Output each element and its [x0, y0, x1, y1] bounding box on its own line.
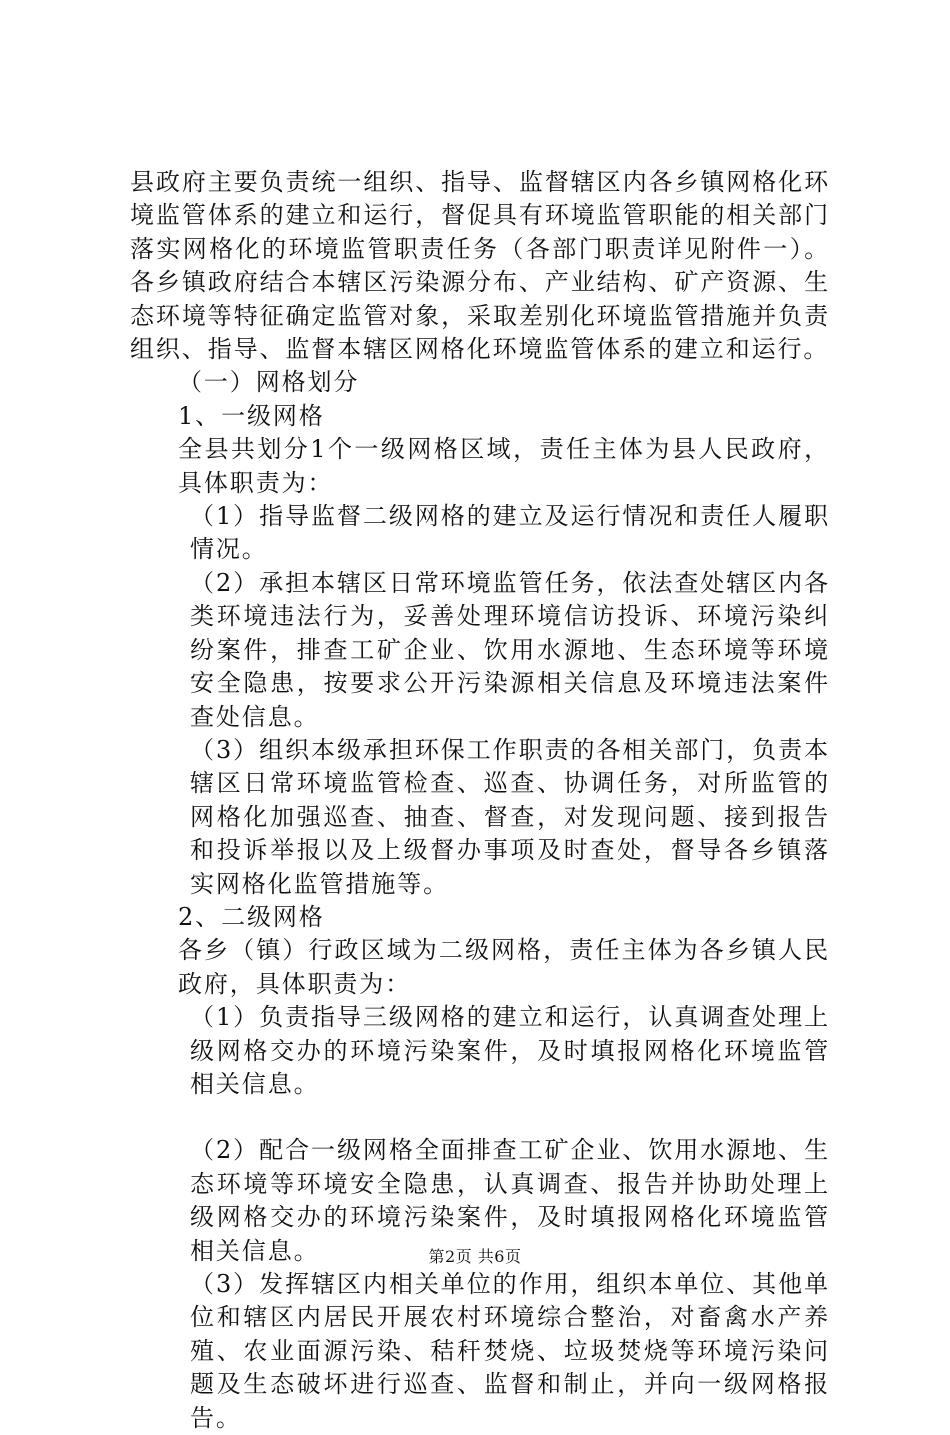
paragraph-level1-summary: 全县共划分1个一级网格区域，责任主体为县人民政府，具体职责为： — [178, 435, 830, 497]
paragraph-spacer — [130, 1101, 830, 1134]
paragraph-intro: 县政府主要负责统一组织、指导、监督辖区内各乡镇网格化环境监管体系的建立和运行，督促具有环境监管职能的相关部门落实网格化的环境监管职责任务（各部门职责详见附件一）。各乡镇政府结合本辖区污染源分布、产业结构、矿产资源、生态环境等特征确定监管对象，采取差别化环境监管措施并负责组织、指导、监督本辖区网格化环境监管体系的建立和运行。 — [130, 168, 830, 364]
paragraph-level2-summary: 各乡（镇）行政区域为二级网格，责任主体为各乡镇人民政府，具体职责为： — [178, 936, 830, 998]
list-item-level1-duty-1: （1）指导监督二级网格的建立及运行情况和责任人履职情况。 — [190, 502, 830, 564]
list-item-level2-duty-2: （2）配合一级网格全面排查工矿企业、饮用水源地、生态环境等环境安全隐患，认真调查、报告并协助处理上级网格交办的环境污染案件，及时填报网格化环境监管相关信息。 — [190, 1136, 830, 1265]
list-item-level2-duty-3: （3）发挥辖区内相关单位的作用，组织本单位、其他单位和辖区内居民开展农村环境综合整治，对畜禽水产养殖、农业面源污染、秸秆焚烧、垃圾焚烧等环境污染问题及生态破坏进行巡查、监督和制止，并向一级网格报告。 — [190, 1270, 830, 1432]
list-item-level1-duty-2: （2）承担本辖区日常环境监管任务，依法查处辖区内各类环境违法行为，妥善处理环境信访投诉、环境污染纠纷案件，排查工矿企业、饮用水源地、生态环境等环境安全隐患，按要求公开污染源相关信息及环境违法案件查处信息。 — [190, 568, 830, 731]
page-number-footer: 第2页 共6页 — [428, 1247, 522, 1266]
list-item-level2-duty-1: （1）负责指导三级网格的建立和运行，认真调查处理上级网格交办的环境污染案件，及时填报网格化环境监管相关信息。 — [190, 1003, 830, 1098]
heading-grid-division: （一）网格划分 — [178, 368, 360, 397]
heading-level1-grid: 1、一级网格 — [178, 401, 325, 430]
list-item-level1-duty-3: （3）组织本级承担环保工作职责的各相关部门，负责本辖区日常环境监管检查、巡查、协调任务，对所监管的网格化加强巡查、抽查、督查，对发现问题、接到报告和投诉举报以及上级督办事项及时查处，督导各乡镇落实网格化监管措施等。 — [190, 735, 830, 898]
heading-level2-grid: 2、二级网格 — [178, 902, 325, 931]
